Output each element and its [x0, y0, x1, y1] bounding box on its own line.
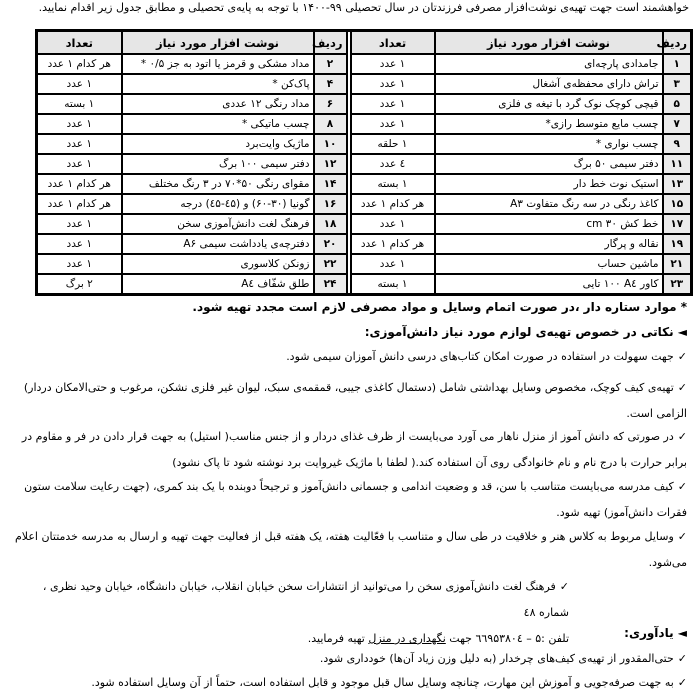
item-name: نقاله و پرگار [435, 234, 663, 254]
row-number: ۱۱ [663, 154, 692, 174]
row-number: ۷ [663, 114, 692, 134]
header-count: تعداد [37, 31, 122, 55]
item-count: ۱ عدد [351, 214, 435, 234]
item-name: ماشین حساب [435, 254, 663, 274]
reminder-item [10, 652, 687, 666]
header-row-number: ردیف [314, 31, 347, 55]
tip-item [10, 350, 687, 364]
reminder-text: حتی‌المقدور از تهیه‌ی کیف‌های چرخدار (به دلیل وزن زیاد آن‌ها) خودداری شود. [319, 652, 674, 665]
tip-text: جهت سهولت در استفاده در صورت امکان کتاب‌های درسی دانش آموزان سیمی شود. [286, 350, 674, 363]
item-name: چسب ماتیکی * [122, 114, 314, 134]
column-gap [347, 134, 351, 154]
item-count: ۱ بسته [37, 94, 122, 114]
dictionary-text: فرهنگ لغت دانش‌آموزی سخن را می‌توانید از انتشارات سخن خیابان انقلاب، خیابان دانشگاه، خیابان وحید نظری ، شماره ٤۸ [42, 580, 569, 619]
item-count: ۱ حلقه [351, 134, 435, 154]
column-gap [347, 94, 351, 114]
star-note: * موارد ستاره دار ،در صورت اتمام وسایل و مواد مصرفی لازم است مجدد تهیه شود. [192, 300, 687, 314]
table-row [37, 114, 692, 134]
table-row [37, 74, 692, 94]
header-item: نوشت افزار مورد نیاز [122, 31, 314, 55]
row-number: ۴ [314, 74, 347, 94]
check-icon: ✓ [677, 381, 687, 394]
tip-text: وسایل مربوط به کلاس هنر و خلاقیت در طی سال و متناسب با فعّالیت هفته، یک هفته قبل از فعالیت جهت تهیه و ارسال به مدرسه خدمتتان اعلام می‌شود. [14, 530, 687, 569]
row-number: ۳ [663, 74, 692, 94]
row-number: ۲۴ [314, 274, 347, 295]
row-number: ۵ [663, 94, 692, 114]
dictionary-note [10, 574, 569, 652]
item-name: چسب نواری * [435, 134, 663, 154]
table-row [37, 214, 692, 234]
item-count: ۱ عدد [351, 74, 435, 94]
row-number: ۱۳ [663, 174, 692, 194]
item-count: ۱ عدد [37, 134, 122, 154]
row-number: ۲۱ [663, 254, 692, 274]
item-name: زونکن کلاسوری [122, 254, 314, 274]
reminder-item [10, 676, 687, 690]
column-gap [347, 114, 351, 134]
column-gap [347, 54, 351, 74]
item-name: طلق شفّاف A٤ [122, 274, 314, 295]
item-name: دفترچه‌ی یادداشت سیمی A۶ [122, 234, 314, 254]
item-name: ماژیک وایت‌برد [122, 134, 314, 154]
header-count: تعداد [351, 31, 435, 55]
item-count: هر کدام ۱ عدد [37, 54, 122, 74]
table-row [37, 54, 692, 74]
column-gap [347, 154, 351, 174]
item-name: مداد مشکی و قرمز یا اتود به جز ۰/۵ * [122, 54, 314, 74]
item-count: ۱ عدد [37, 154, 122, 174]
row-number: ۱۹ [663, 234, 692, 254]
tip-item [10, 375, 687, 427]
intro-text: خواهشمند است جهت تهیه‌ی نوشت‌افزار مصرفی فرزندتان در سال تحصیلی ۹۹-۱۴۰۰ با توجه به پایه‌ی تحصیلی و مطابق جدول زیر اقدام نمایید. [38, 1, 689, 14]
header-row-number: ردیف [663, 31, 692, 55]
check-icon: ✓ [677, 652, 687, 665]
item-count: ۲ برگ [37, 274, 122, 295]
table-row [37, 234, 692, 254]
tip-item [10, 424, 687, 476]
tip-text: تهیه‌ی کیف کوچک، مخصوص وسایل بهداشتی شامل (دستمال کاغذی جیبی، قمقمه‌ی سبک، لیوان غیر فلزی نشکن، مرغوب و حتی‌الامکان دردار) الزامی است. [23, 381, 687, 420]
item-count: هر کدام ۱ عدد [37, 194, 122, 214]
item-name: چسب مایع متوسط رازی* [435, 114, 663, 134]
tips-heading: ◄ نکاتی در خصوص تهیه‌ی لوازم مورد نیاز دانش‌آموزی: [364, 325, 687, 339]
column-gap [347, 214, 351, 234]
check-icon: ✓ [677, 350, 687, 363]
column-gap [347, 31, 351, 55]
row-number: ۱۴ [314, 174, 347, 194]
item-count: ۱ عدد [37, 234, 122, 254]
item-name: استیک نوت خط دار [435, 174, 663, 194]
item-count: ۱ عدد [351, 114, 435, 134]
stationery-table [35, 29, 693, 296]
check-icon: ✓ [677, 430, 687, 443]
item-count: ٤ عدد [351, 154, 435, 174]
column-gap [347, 74, 351, 94]
item-name: جامدادی پارچه‌ای [435, 54, 663, 74]
row-number: ۱۸ [314, 214, 347, 234]
table-row [37, 134, 692, 154]
tip-item [10, 474, 687, 526]
item-name: مقوای رنگی ۵۰*۷۰ در ۳ رنگ مختلف [122, 174, 314, 194]
reminder-heading: ◄ یادآوری: [624, 626, 687, 640]
row-number: ۶ [314, 94, 347, 114]
table-row [37, 254, 692, 274]
item-count: هر کدام ۱ عدد [351, 234, 435, 254]
row-number: ۱ [663, 54, 692, 74]
row-number: ۱۶ [314, 194, 347, 214]
item-count: ۱ عدد [351, 94, 435, 114]
column-gap [347, 234, 351, 254]
check-icon: ✓ [677, 530, 687, 543]
reminder-text: به جهت صرفه‌جویی و آموزش این مهارت، چنانچه وسایل سال قبل موجود و قابل استفاده است، حتماً از آن وسایل استفاده شود. [91, 676, 674, 689]
row-number: ۲۰ [314, 234, 347, 254]
row-number: ۱۲ [314, 154, 347, 174]
item-count: هر کدام ۱ عدد [351, 194, 435, 214]
underlined-text: نگهداری در منزل [368, 632, 446, 645]
row-number: ۲۲ [314, 254, 347, 274]
tip-text: کیف مدرسه می‌بایست متناسب با سن، قد و وضعیت اندامی و جسمانی دانش‌آموز و ترجیحاً دوبنده با یک بند کمری، (جهت رعایت سلامت ستون فقرات دانش‌آموز) تهیه شود. [24, 480, 687, 519]
row-number: ۲۳ [663, 274, 692, 295]
item-count: هر کدام ۱ عدد [37, 174, 122, 194]
header-item: نوشت افزار مورد نیاز [435, 31, 663, 55]
table-row [37, 154, 692, 174]
item-count: ۱ عدد [37, 214, 122, 234]
item-name: دفتر سیمی ۵۰ برگ [435, 154, 663, 174]
item-name: مداد رنگی ۱۲ عددی [122, 94, 314, 114]
item-count: ۱ عدد [37, 114, 122, 134]
item-name: کاور A٤ ۱۰۰ تایی [435, 274, 663, 295]
tip-text: در صورتی که دانش آموز از منزل ناهار می آورد می‌بایست از ظرف غذای دردار و از جنس مناسب( استیل) به جهت قرار دادن در فر و مقاوم در برابر حرارت با درج نام و نام خانوادگی روی آن استفاده کند.( لطفا با ماژیک غیروایت برد نوشته شود تا پاک نشود) [21, 430, 687, 469]
row-number: ۱۰ [314, 134, 347, 154]
row-number: ۱۵ [663, 194, 692, 214]
check-icon: ✓ [677, 480, 687, 493]
check-icon: ✓ [559, 580, 569, 593]
item-name: گونیا (۳۰-۶۰) و (٤۵-٤۵) درجه [122, 194, 314, 214]
item-count: ۱ عدد [351, 254, 435, 274]
phone-text: تلفن :۵ – ٦٦۹۵۳۸۰٤ جهت [449, 632, 569, 645]
item-count: ۱ عدد [37, 254, 122, 274]
column-gap [347, 274, 351, 295]
column-gap [347, 254, 351, 274]
row-number: ۲ [314, 54, 347, 74]
column-gap [347, 194, 351, 214]
item-name: دفتر سیمی ۱۰۰ برگ [122, 154, 314, 174]
item-name: فرهنگ لغت دانش‌آموزی سخن [122, 214, 314, 234]
table-row [37, 274, 692, 295]
item-name: پاک‌کن * [122, 74, 314, 94]
check-icon: ✓ [677, 676, 687, 689]
table-row [37, 94, 692, 114]
row-number: ۸ [314, 114, 347, 134]
table-row [37, 194, 692, 214]
table-header-row [37, 31, 692, 55]
item-count: ۱ عدد [351, 54, 435, 74]
row-number: ۱۷ [663, 214, 692, 234]
item-count: ۱ بسته [351, 174, 435, 194]
column-gap [347, 174, 351, 194]
item-name: تراش دارای محفظه‌ی آشغال [435, 74, 663, 94]
item-name: کاغذ رنگی در سه رنگ متفاوت A۳ [435, 194, 663, 214]
item-count: ۱ بسته [351, 274, 435, 295]
row-number: ۹ [663, 134, 692, 154]
item-name: خط کش cm ۳۰ [435, 214, 663, 234]
item-count: ۱ عدد [37, 74, 122, 94]
tip-item [10, 524, 687, 576]
dictionary-end: تهیه فرمایید. [307, 632, 365, 645]
table-row [37, 174, 692, 194]
item-name: قیچی کوچک نوک گرد با تیغه ی فلزی [435, 94, 663, 114]
